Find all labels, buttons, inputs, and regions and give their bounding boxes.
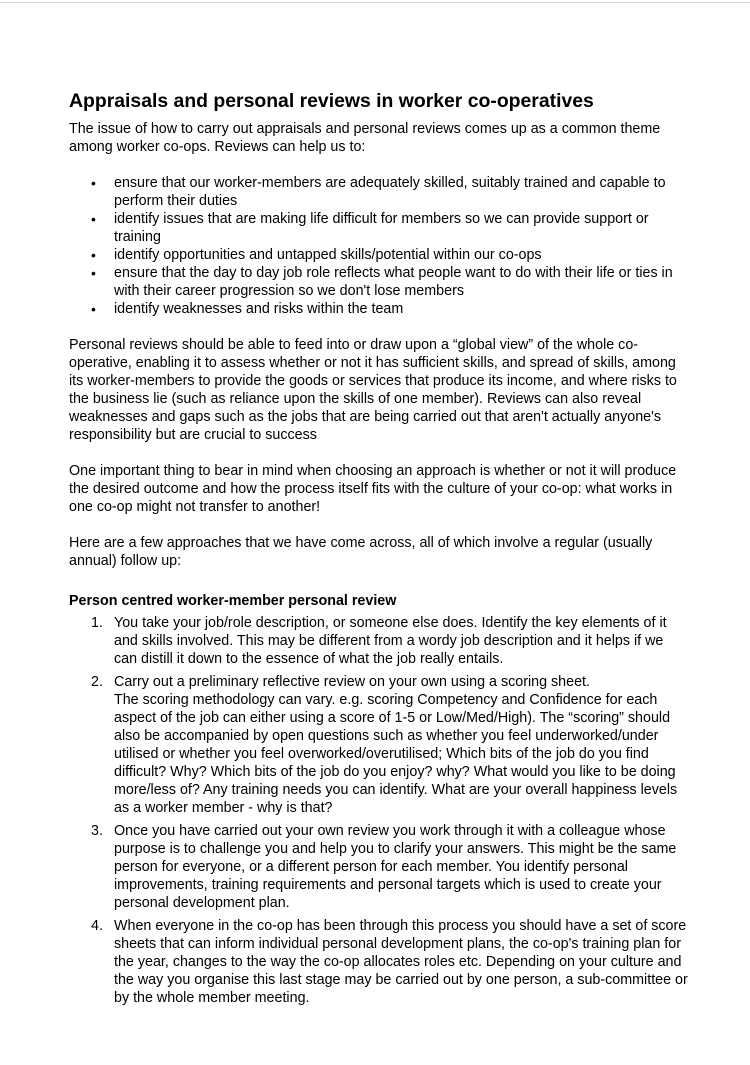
step-number: 1. [91,615,103,631]
list-item: • identify weaknesses and risks within the team [91,301,404,317]
bullet-icon: • [91,175,96,191]
step-text: You take your job/role description, or someone else does. Identify the key elements of it and skills involved. This may be different from a wordy job description and it helps if we can distill it down to the essence of what the job really entails. [114,615,667,667]
step-item [69,822,689,912]
step-text: Carry out a preliminary reflective review on your own using a scoring sheet. [114,674,590,690]
bullet-icon: • [91,247,96,263]
step-item [69,614,689,668]
step-text: The scoring methodology can vary. e.g. scoring Competency and Confidence for each aspect of the job can either using a score of 1-5 or Low/Med/High). The “scoring” should also be accompanied by open questions such as whether you feel underworked/under utilised or whether you feel overworked/overutilised; Which bits of the job do you find difficult? Why? Which bits of the job do you enjoy? why? What would you like to be doing more/less of? Any training needs you can identify. What are your overall happiness levels as a worker member - why is that? [114,692,678,816]
list-item: • ensure that the day to day job role reflects what people want to do with their life or ties in with their career progression so we don't lose members [91,265,673,299]
document-page [69,88,689,1012]
list-item: • ensure that our worker-members are adequately skilled, suitably trained and capable to perform their duties [91,175,666,209]
bullet-icon: • [91,301,96,317]
step-number: 2. [91,674,103,690]
step-text: When everyone in the co-op has been through this process you should have a set of score sheets that can inform individual personal development plans, the co-op's training plan for the year, changes to the way the co-op allocates roles etc. Depending on your culture and the way you organise this last stage may be carried out by one person, a sub-committee or by the whole member meeting. [114,918,688,1006]
step-text: Once you have carried out your own review you work through it with a colleague whose purpose is to challenge you and help you to clarify your answers. This might be the same person for everyone, or a different person for each member. You identify personal improvements, training requirements and personal targets which is used to create your personal development plan. [114,823,677,911]
intro-paragraph: The issue of how to carry out appraisals and personal reviews comes up as a common theme among worker co-ops. Reviews can help us to: [69,121,661,155]
bullet-icon: • [91,265,96,281]
step-item [69,917,689,1007]
top-border [0,2,750,3]
review-steps-list [69,614,689,1007]
step-number: 4. [91,918,103,934]
page-title: Appraisals and personal reviews in worker co-operatives [69,90,594,112]
global-view-paragraph: Personal reviews should be able to feed into or draw upon a “global view” of the whole co-operative, enabling it to assess whether or not it has sufficient skills, and spread of skills, among its worker-members to provide the goods or services that produce its income, and where risks to the business lie (such as reliance upon the skills of one member). Reviews can also reveal weaknesses and gaps such as the jobs that are being carried out that aren't actually anyone's responsibility but are crucial to success [69,337,677,443]
list-item: • identify opportunities and untapped skills/potential within our co-ops [91,247,542,263]
bullet-icon: • [91,211,96,227]
benefits-list [69,174,689,318]
step-item [69,673,689,817]
approaches-intro-paragraph: Here are a few approaches that we have come across, all of which involve a regular (usually annual) follow up: [69,535,653,569]
section-heading: Person centred worker-member personal review [69,593,397,609]
step-number: 3. [91,823,103,839]
list-item: • identify issues that are making life difficult for members so we can provide support or training [91,211,649,245]
approach-paragraph: One important thing to bear in mind when choosing an approach is whether or not it will produce the desired outcome and how the process itself fits with the culture of your co-op: what works in one co-op might not transfer to another! [69,463,677,515]
